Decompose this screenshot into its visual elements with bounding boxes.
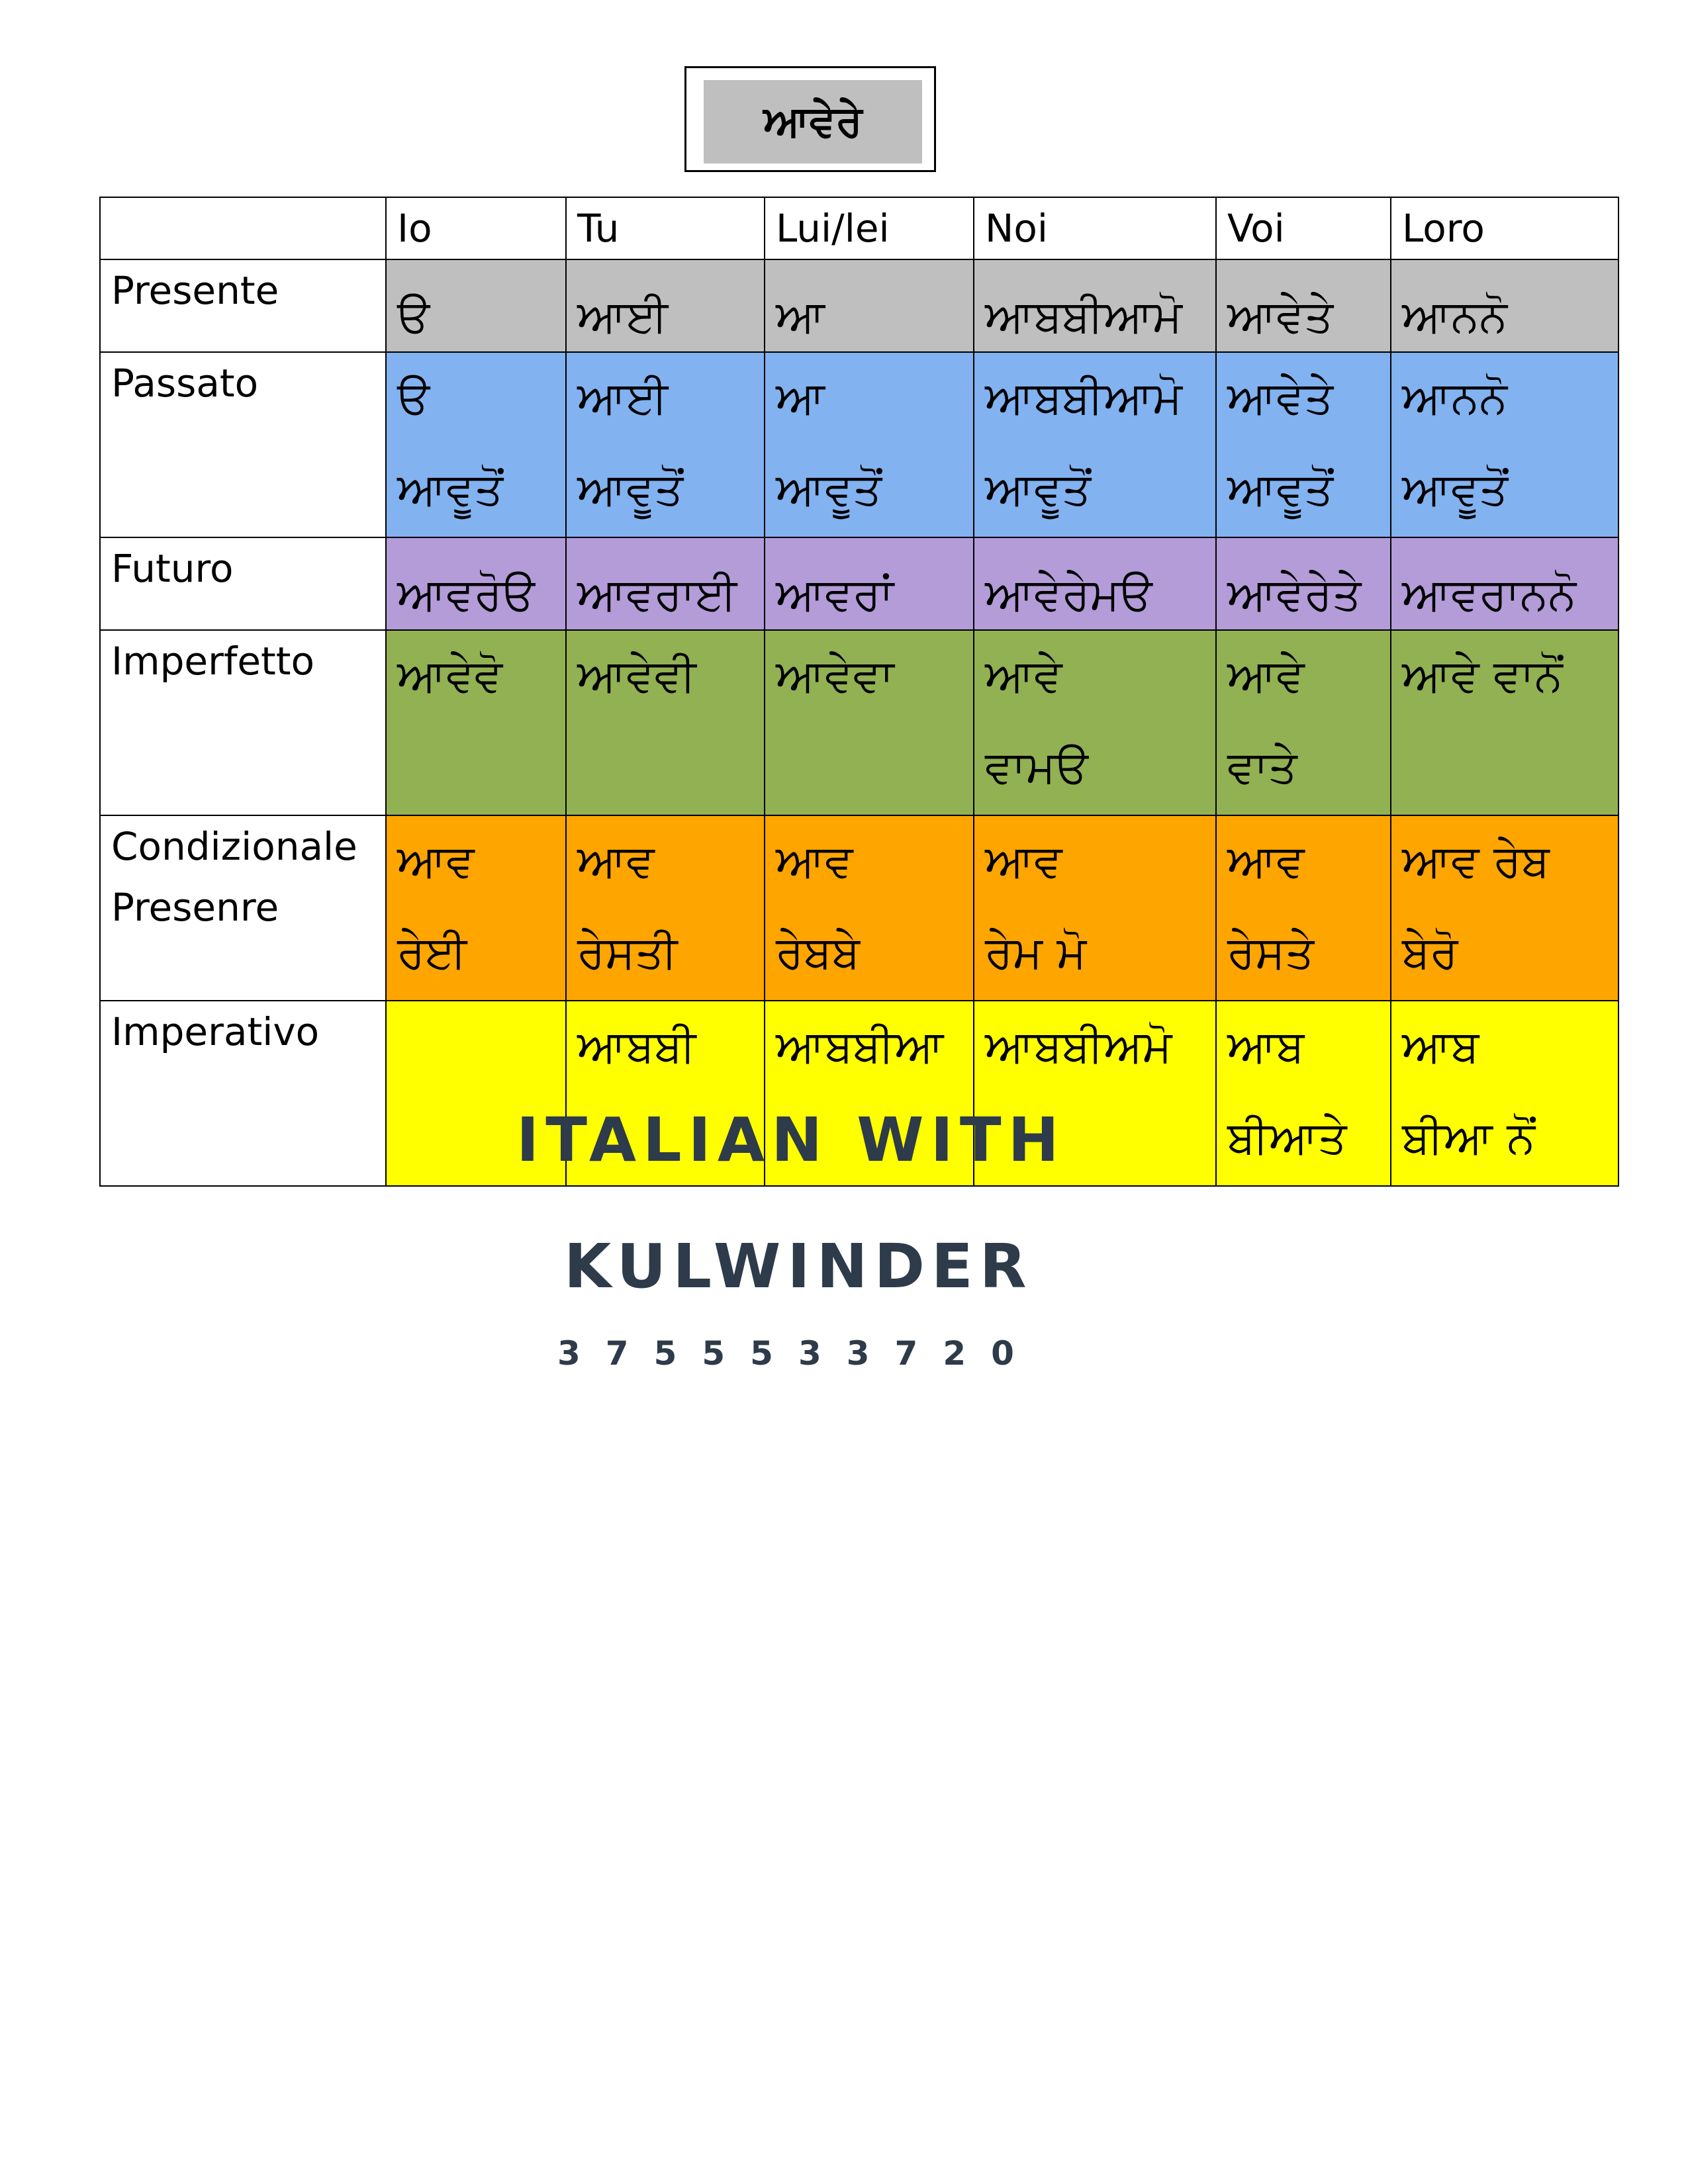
table-cell: ੳ ਆਵੂਤੋਂ [386, 352, 566, 537]
table-cell: ਆ [765, 259, 974, 352]
table-cell: ਆਬਬੀਆਮੋ [974, 259, 1216, 352]
table-cell: ਆਵ ਰੇਸਤੇ [1216, 815, 1391, 1001]
page-title: ਆਵੇਰੇ [704, 80, 922, 163]
logo-name: KULWINDER [564, 1231, 1033, 1302]
logo-phone: 3755533720 [557, 1334, 1039, 1373]
row-label: Futuro [100, 537, 386, 630]
title-box [684, 66, 936, 172]
table-cell: ਆਈ [566, 259, 765, 352]
header-cell-voi: Voi [1216, 197, 1391, 259]
table-cell: ਆਵ ਰੇਬ ਬੇਰੋ [1391, 815, 1618, 1001]
table-cell: ਆਵ ਰੇਈ [386, 815, 566, 1001]
row-label: Passato [100, 352, 386, 537]
row-label: Imperfetto [100, 630, 386, 815]
table-cell: ਆਵੇ ਵਾਮੳ [974, 630, 1216, 815]
header-cell-io: Io [386, 197, 566, 259]
table-cell: ਆਬਬੀ [566, 1001, 765, 1186]
row-label: Presente [100, 259, 386, 352]
table-cell: ਆਵੇਵੀ [566, 630, 765, 815]
table-cell: ਆਨਨੋ [1391, 259, 1618, 352]
table-cell: ਆਵੇ ਵਾਨੋਂ [1391, 630, 1618, 815]
table-row-condizionale [100, 815, 1618, 1001]
table-row-passato [100, 352, 1618, 537]
table-cell: ਆਵੇ ਵਾਤੇ [1216, 630, 1391, 815]
header-cell-tu: Tu [566, 197, 765, 259]
table-row-futuro [100, 537, 1618, 630]
table-cell: ਆਈ ਆਵੂਤੋਂ [566, 352, 765, 537]
table-cell: ਆਵੇਰੇਮੳ [974, 537, 1216, 630]
table-cell: ਆਵੇਵੋ [386, 630, 566, 815]
table-cell: ਆਬਬੀਆਮੋ ਆਵੂਤੋਂ [974, 352, 1216, 537]
logo-partial-text: ITALIAN WITH [516, 1105, 1066, 1175]
table-cell: ਆਵ ਰੇਮ ਮੋ [974, 815, 1216, 1001]
row-label: Condizionale Presenre [100, 815, 386, 1001]
row-label: Imperativo [100, 1001, 386, 1186]
table-cell: ਆਵੇਤੇ [1216, 259, 1391, 352]
header-row [100, 197, 1618, 259]
table-cell: ੳ [386, 259, 566, 352]
table-row-presente [100, 259, 1618, 352]
table-cell: ਆਵਰਾਨਨੋ [1391, 537, 1618, 630]
header-cell-empty [100, 197, 386, 259]
table-row-imperfetto [100, 630, 1618, 815]
table-cell: ਆਬ ਬੀਆ ਨੋਂ [1391, 1001, 1618, 1186]
table-cell: ਆਵਰੋੳ [386, 537, 566, 630]
header-cell-lui-lei: Lui/lei [765, 197, 974, 259]
table-cell: ਆਵੇਰੇਤੇ [1216, 537, 1391, 630]
table-cell: ਆਨਨੋ ਆਵੂਤੋਂ [1391, 352, 1618, 537]
table-cell: ਆ ਆਵੂਤੋਂ [765, 352, 974, 537]
table-cell: ਆਬਬੀਅਮੋ [974, 1001, 1216, 1186]
watermark-logo [0, 1105, 1688, 1403]
table-cell: ਆਬਬੀਆ [765, 1001, 974, 1186]
table-cell: ਆਵੇਤੇ ਆਵੂਤੋਂ [1216, 352, 1391, 537]
table-cell: ਆਵ ਰੇਸਤੀ [566, 815, 765, 1001]
header-cell-noi: Noi [974, 197, 1216, 259]
table-cell: ਆਵ ਰੇਬਬੇ [765, 815, 974, 1001]
table-cell: ਆਵੇਵਾ [765, 630, 974, 815]
table-cell: ਆਵਰਾਂ [765, 537, 974, 630]
table-cell: ਆਵਰਾਈ [566, 537, 765, 630]
conjugation-table [99, 197, 1619, 1187]
header-cell-loro: Loro [1391, 197, 1618, 259]
table-cell: ਆਬ ਬੀਆਤੇ [1216, 1001, 1391, 1186]
